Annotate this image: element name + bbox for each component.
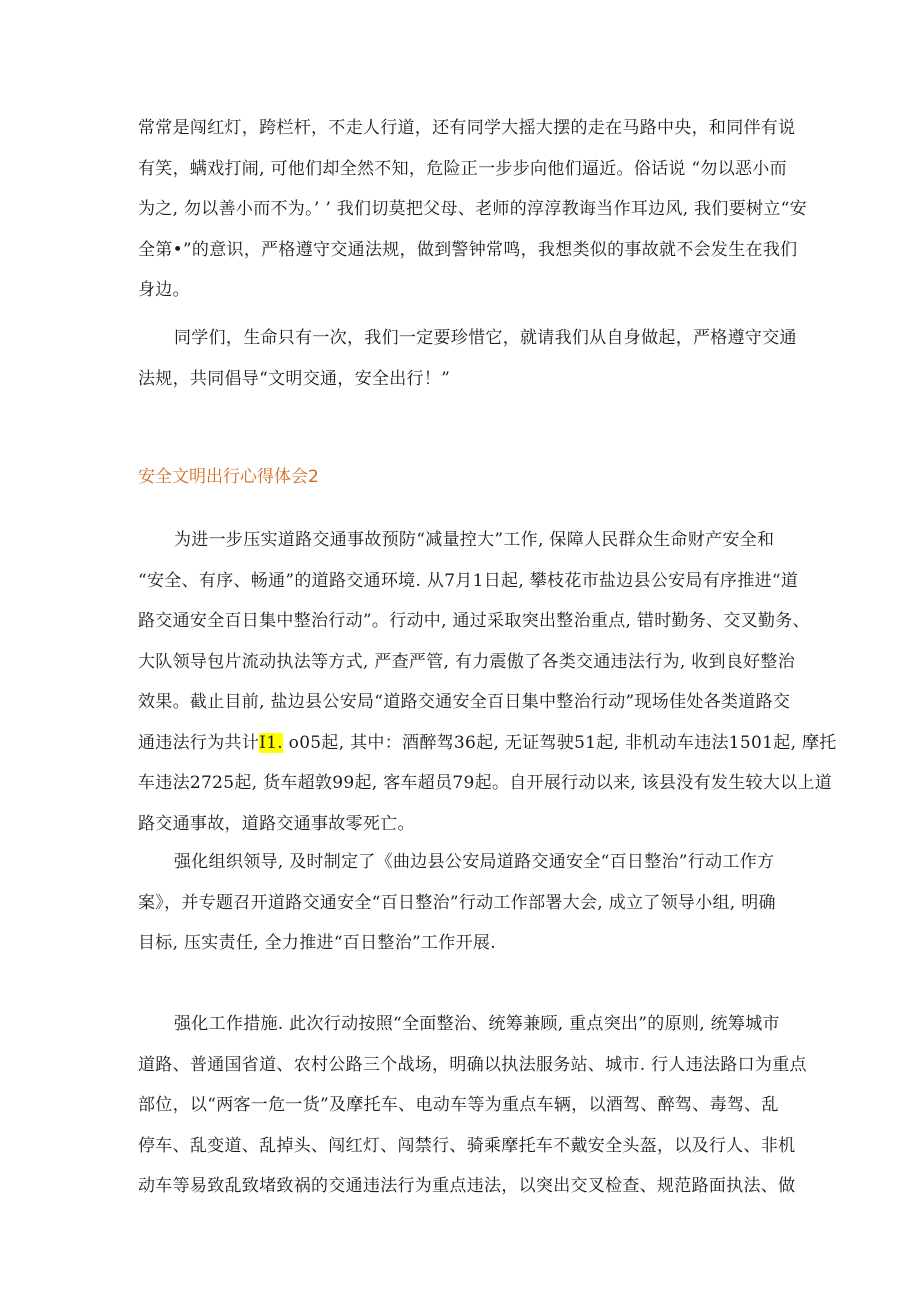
text-line: 路交通安全百日集中整治行动”。行动中, 通过采取突出整治重点, 错时勤务、交叉勤务、	[138, 611, 810, 631]
text-line: 大队领导包片流动执法等方式, 严查严管, 有力震傲了各类交通违法行为, 收到良好整治	[138, 651, 796, 672]
text-line: 法规，共同倡导“文明交通，安全出行！”	[138, 368, 451, 389]
text-line: 全第•”的意识，严格遵守交通法规，做到警钟常鸣，我想类似的事故就不会发生在我们	[138, 239, 798, 260]
text-line: 同学们，生命只有一次，我们一定要珍惜它，就请我们从自身做起，严格遵守交通	[174, 328, 797, 348]
text-line: 车违法2725起, 货车超敦99起, 客车超员79起。自开展行动以来, 该县没有发生较大以上道	[138, 773, 833, 793]
text-line: 强化工作措施. 此次行动按照“全面整治、统筹兼顾, 重点突出”的原则, 统筹城市	[174, 1014, 780, 1034]
text-line: “安全、有序、畅通”的道路交通环境. 从7月1日起, 攀枝花市盐边县公安局有序推进“道	[138, 570, 799, 591]
text-segment: o05起, 其中：酒醉驾36起, 无证驾驶51起, 非机动车违法1501起, 摩托	[282, 732, 837, 753]
text-line-with-highlight	[138, 723, 837, 764]
text-line: 为之, 勿以善小而不为。’ ’ 我们切莫把父母、老师的淳淳教诲当作耳边风, 我们要树立“安	[138, 199, 807, 219]
paragraph-2	[138, 318, 798, 399]
text-line: 案》，并专题召开道路交通安全“百日整治”行动工作部署大会, 成立了领导小组, 明确	[138, 892, 776, 913]
paragraph-3	[138, 520, 837, 844]
text-line: 强化组织领导, 及时制定了《曲边县公安局道路交通安全“百日整治”行动工作方	[174, 852, 775, 872]
text-line: 常常是闯红灯，跨栏杆，不走人行道，还有同学大摇大摆的走在马路中央，和同伴有说	[138, 118, 796, 138]
highlighted-text: I1.	[259, 732, 283, 753]
text-line: 路交通事故，道路交通事故零死亡。	[138, 813, 415, 834]
text-line: 停车、乱变道、乱掉头、闯红灯、闯禁行、骑乘摩托车不戴安全头盔，以及行人、非机	[138, 1135, 796, 1156]
text-line: 部位，以“两客一危一货”及摩托车、电动车等为重点车辆，以酒驾、醉驾、毒驾、乱	[138, 1095, 779, 1115]
text-line: 道路、普通国省道、农村公路三个战场，明确以执法服务站、城市. 行人违法路口为重点	[138, 1054, 807, 1075]
paragraph-5	[138, 1004, 807, 1207]
text-line: 为进一步压实道路交通事故预防“减量控大”工作, 保障人民群众生命财产安全和	[174, 530, 775, 550]
text-line: 有笑，螨戏打闹, 可他们却全然不知，危险正一步步向他们逼近。俗话说 “勿以恶小而	[138, 158, 787, 179]
text-line: 效果。截止目前, 盐边县公安局“道路交通安全百日集中整治行动”现场佳处各类道路交	[138, 692, 791, 712]
section-heading: 安全文明出行心得体会2	[138, 467, 319, 487]
text-line: 动车等易致乱致堵致祸的交通违法行为重点违法，以突出交叉检查、规范路面执法、做	[138, 1176, 796, 1196]
text-line: 目标, 压实责任, 全力推进“百日整治”工作开展.	[138, 933, 496, 953]
text-segment: 通违法行为共计	[138, 732, 260, 753]
text-line: 身边。	[138, 280, 190, 300]
paragraph-1	[138, 108, 807, 311]
paragraph-4	[138, 842, 798, 964]
